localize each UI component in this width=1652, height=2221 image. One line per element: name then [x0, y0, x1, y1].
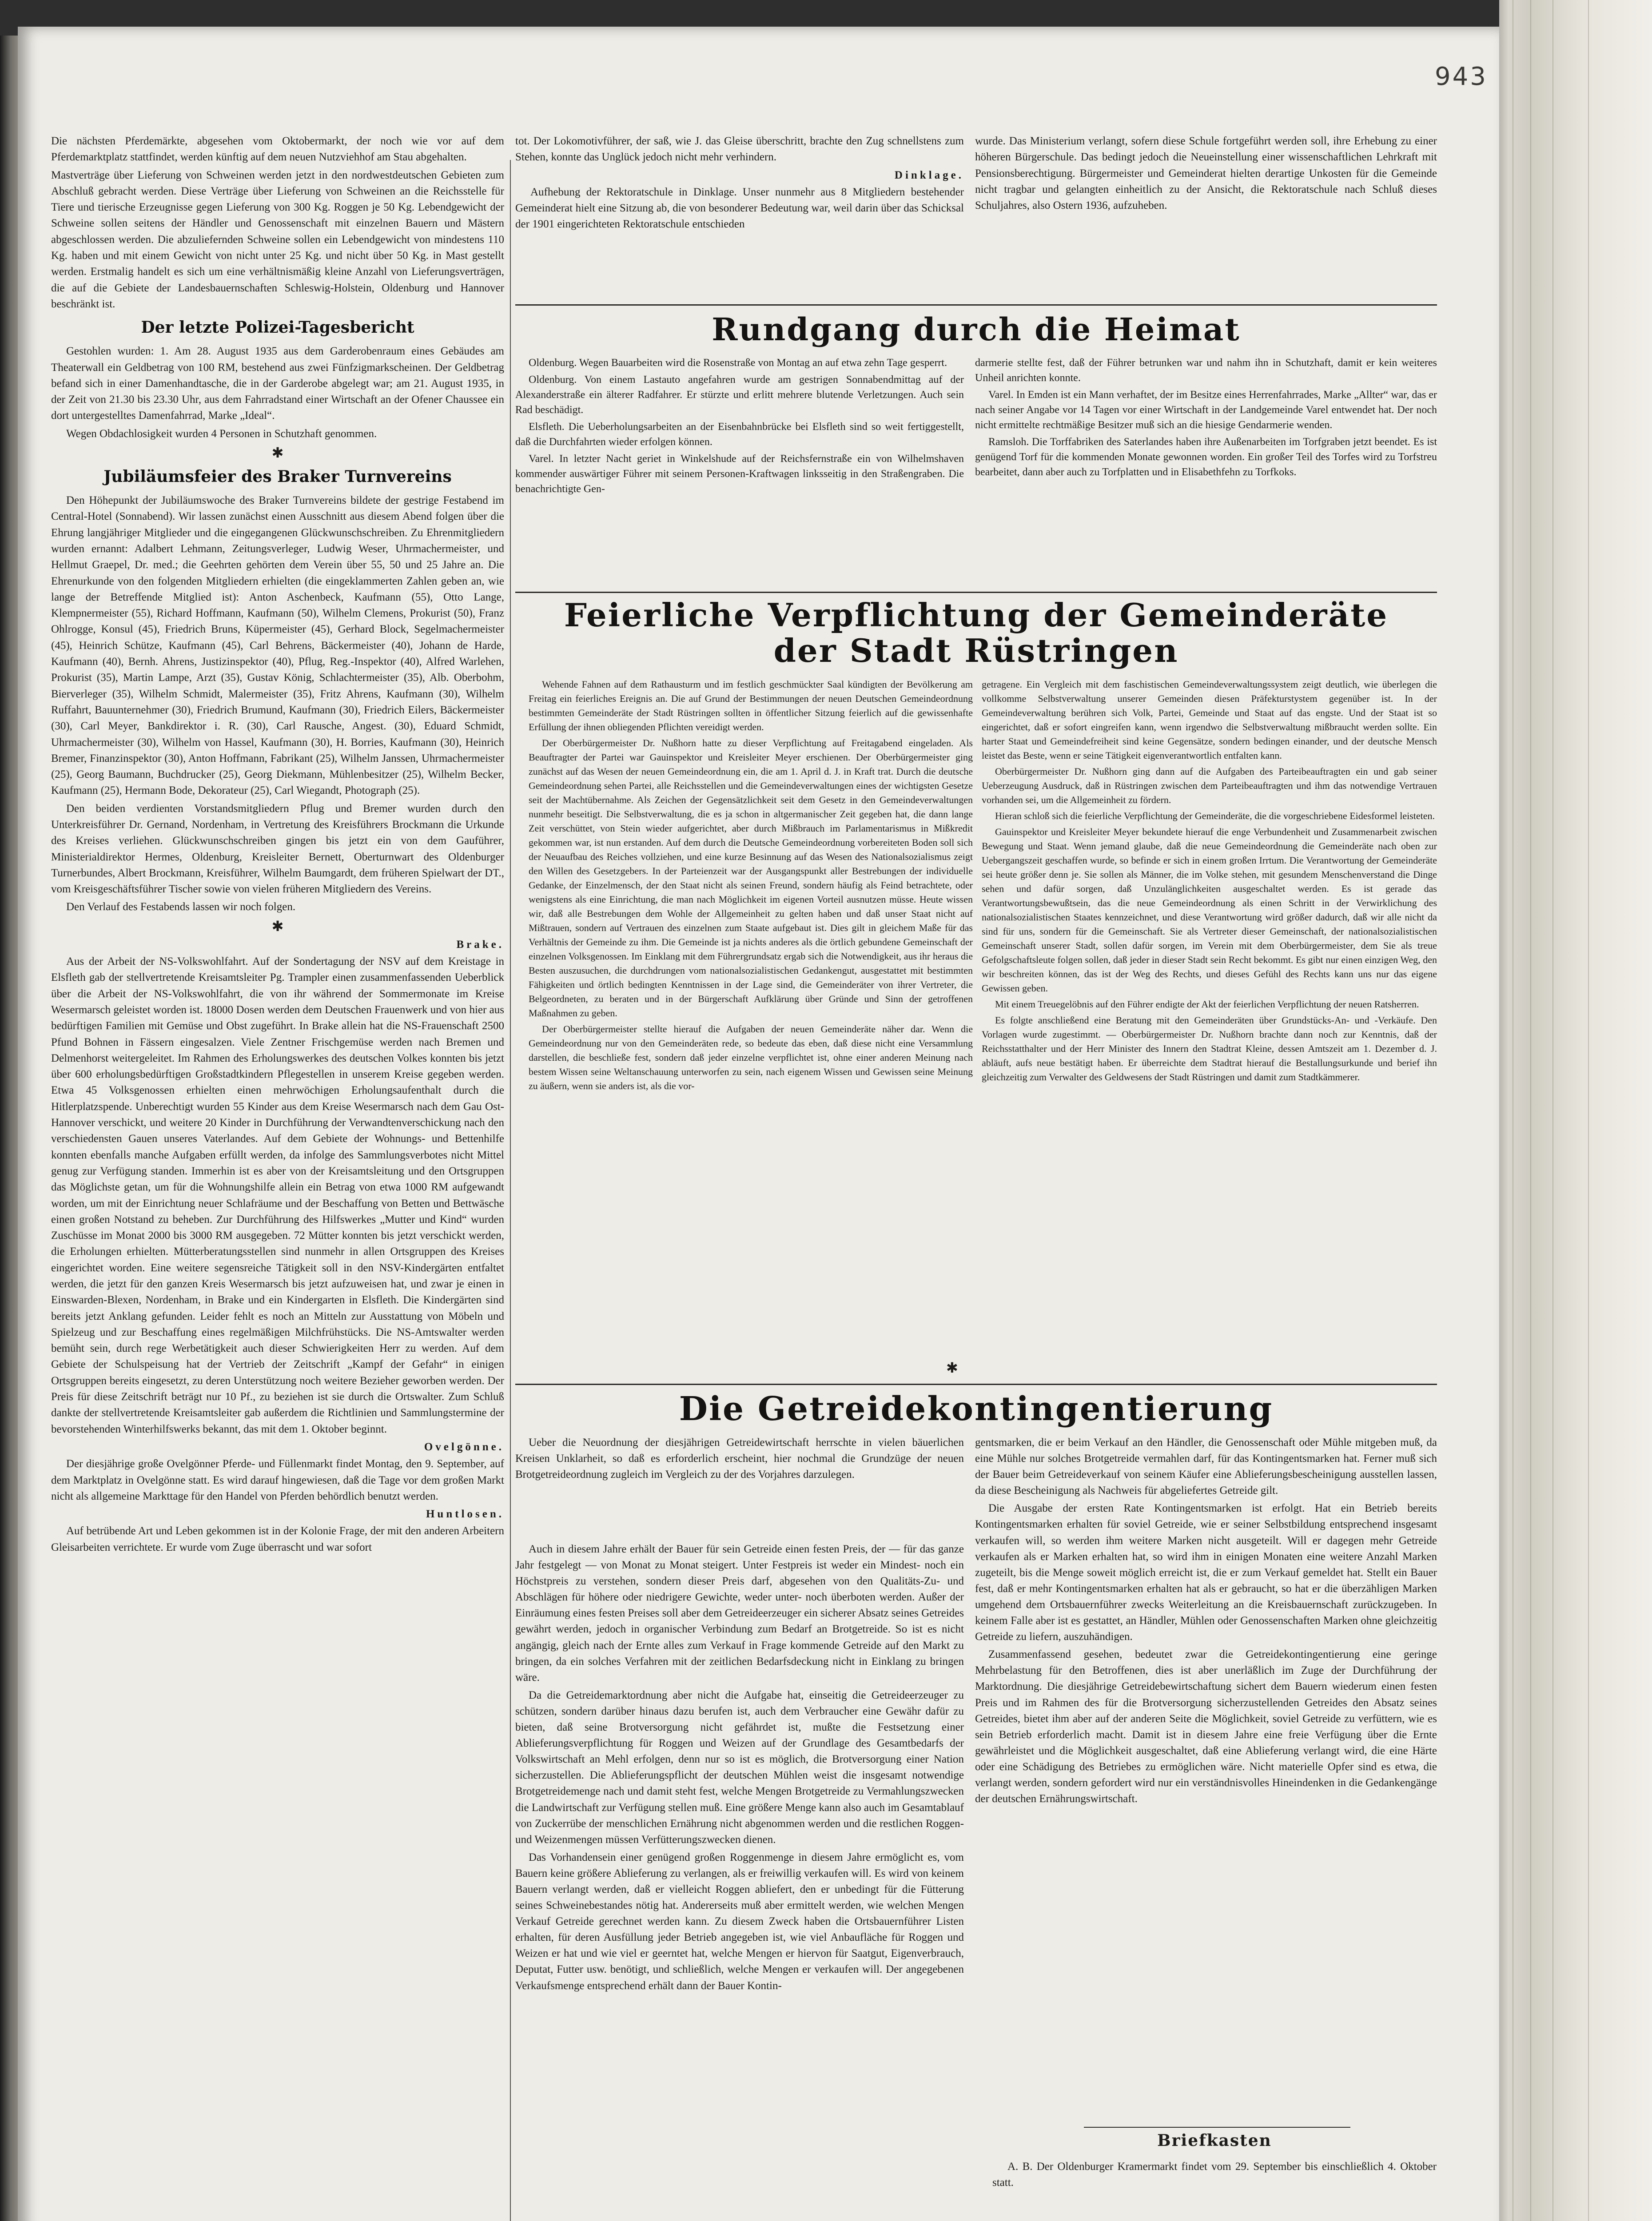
section-rule	[515, 304, 1437, 306]
turnverein-text-0: Den Höhepunkt der Jubiläumswoche des Braker Turnvereins bildete der gestrige Festabend im Central-Hotel (Sonnabend). Wir lassen zunächst einen Ausschnitt aus diesem Abend folgen über die Ehrung langjähriger Mitglieder und die eingegangenen Glückwunschschreiben. Zu Ehrenmitgliedern wurden ernannt: Adalbert Lehmann, Zeitungsverleger, Ludwig Weser, Uhrmachermeister, und Hellmut Graepel, Dr. med.; die Geehrten gehörten dem Verein über 55, 50 und 25 Jahre an. Die Ehrenurkunde von den folgenden Mitgliedern erhielten (die eingeklammerten Zahlen geben an, wie lange der Betreffende Mitglied ist): Anton Aschenbeck, Kaufmann (55), Otto Lange, Klempnermeister (55), Richard Hoffmann, Kaufmann (50), Wilhelm Clemens, Prokurist (50), Franz Ohlrogge, Konsul (45), Friedrich Bruns, Küpermeister (45), Gerhard Block, Segelmachermeister (45), Heinrich Schütze, Kaufmann (45), Carl Behrens, Bäckermeister (40), Johann de Harde, Kaufmann (40), Bernh. Ahrens, Justizinspektor (40), Pflug, Reg.-Inspektor (40), Alfred Warlehen, Prokurist (35), Martin Lampe, Arzt (35), Gustav König, Schlachtermeister (35), Alb. Oberbohm, Bierverleger (35), Wilhelm Schmidt, Malermeister (35), Fritz Ahrens, Kaufmann (30), Wilhelm Ruffahrt, Bauunternehmer (30), Friedrich Brumund, Kaufmann (30), Friedrich Eilers, Bäckermeister (30), Carl Meyer, Bankdirektor i. R. (30), Carl Rausche, Angest. (30), Eduard Schmidt, Uhrmachermeister (30), Wilhelm von Hassel, Kaufmann (30), H. Borries, Kaufmann (30), Heinrich Bremer, Finanzinspektor (30), Anton Hoffmann, Fabrikant (25), Wilhelm Janssen, Uhrmachermeister (25), Georg Baumann, Buchdrucker (25), Georg Diekmann, Mühlenbesitzer (25), Wilhelm Becker, Kaufmann (25), Hermann Bode, Dekorateur (25), Carl Wiegandt, Photograph (25).	[51, 494, 504, 797]
ovelgoenne-text-1: Auf betrübende Art und Leben gekommen ist in der Kolonie Frage, der mit den anderen Arbeitern Gleisarbeiten verrichtete. Er wurde vom Zuge überrascht und war sofort	[51, 1525, 504, 1553]
verpflichtung-left-1: Der Oberbürgermeister Dr. Nußhorn hatte zu dieser Verpflichtung auf Freitagabend eingeladen. Als Beauftragter der Partei war Gauinspektor und Kreisleiter Meyer erschienen. Der Oberbürgermeister ging zunächst auf das Wesen der neuen Gemeindeordnung ein, die am 1. April d. J. in Kraft trat. Durch die deutsche Gemeindeordnung sehen Partei, alle Reichsstellen und die Gemeindeverwaltungen eines der wichtigsten Gesetze seit der Machtübernahme. Als Zeichen der Gegensätzlichkeit seit dem Gesetz in den Gemeindeverwaltungen nunmehr beseitigt. Die Selbstverwaltung, die es ja schon in altgermanischer Zeit gegeben hat, die dann lange Zeit verschüttet, von Stein wieder aufgerichtet, aber durch Mißbrauch im Parlamentarismus in Mißkredit gekommen war, ist nun erstanden. Auf dem durch die Deutsche Gemeindeordnung vorbereiteten Boden soll sich der Neuaufbau des Reiches vollziehen, und eine kurze Besinnung auf das Wesen des Nationalsozialismus zeigt den Willen des Gesetzgebers. In der Parteienzeit war der Ausgangspunkt aller Bestrebungen der individuelle Gedanke, der Einzelmensch, der den Staat nicht als seinen Freund, sondern häufig als Feind betrachtete, oder wenigstens als eine Einrichtung, die man nach Möglichkeit im eigenen Vorteil ausnutzen müsse. Heute wissen wir, daß alle Bestrebungen dem Wohle der Allgemeinheit zu gelten haben und daß unser Staat nicht auf Mißtrauen, sondern auf Vertrauen des einzelnen zum Staate aufgebaut ist. Dies gilt in gleichem Maße für das Verhältnis der Gemeinde zu ihm. Die Gemeinde ist ja nichts anderes als die örtlich gebundene Gemeinschaft der einzelnen Volksgenossen. Im Einklang mit dem Führergrundsatz ergab sich die Notwendigkeit, aus ihr heraus die Besten auszusuchen, die durchdrungen vom nationalsozialistischen Gedankengut, ausgestattet mit bestimmten Fähigkeiten und örtlich bedingten Kenntnissen in der Lage sind, die Gemeinderäter von ihrer Vertreter, die Belgeordneten, zu beraten und in der Bürgerschaft Aufklärung über Gründe und Sinn der getroffenen Maßnahmen zu geben.	[529, 737, 973, 1019]
polizei-heading: Der letzte Polizei-Tagesbericht	[141, 318, 414, 337]
verpflichtung-left	[529, 677, 973, 1388]
getreide-right	[975, 1435, 1437, 2119]
getreide-right-0: gentsmarken, die er beim Verkauf an den Händler, die Genossenschaft oder Mühle mitgeben muß, da eine Mühle nur solches Brotgetreide vermahlen darf, für das Kontingentsmarken hat. Ferner muß sich der Bauer beim Getreideverkauf von seinem Käufer eine Ablieferungsbescheinigung ausstellen lassen, da diese Bescheinigung als Nachweis für abgeliefertes Getreide gilt.	[975, 1437, 1437, 1497]
rundgang-left-1: Oldenburg. Von einem Lastauto angefahren wurde am gestrigen Sonnabendmittag auf der Alexanderstraße ein älterer Radfahrer. Er stürzte und erlitt mehrere blutende Verletzungen. Auch sein Rad beschädigt.	[515, 374, 964, 416]
verpflichtung-right-0: getragene. Ein Vergleich mit dem faschistischen Gemeindeverwaltungssystem zeigt deutlich, wie überlegen die vollkomme Selbstverwaltung unserer Gemeinden diesen Präfekturstystem gegenüber ist. In der Gemeindeverwaltung berühren sich Volk, Partei, Gemeinde und Staat auf das engste. Und der Staat ist so eingerichtet, daß er sofort eingreifen kann, wenn irgendwo die Selbstverwaltung mißbraucht werden sollte. Ein harter Staat und Gemeindefreiheit sind keine Gegensätze, sondern bedingen einander, und der deutsche Mensch leistet das Beste, wenn er seine Tätigkeit eigenverantwortlich entfalten kann.	[982, 679, 1437, 761]
column-2-top	[515, 133, 964, 311]
ovelgoenne-text-0: Der diesjährige große Ovelgönner Pferde- und Füllenmarkt findet Montag, den 9. September, auf dem Marktplatz in Ovelgönne statt. Es wird darauf hingewiesen, daß die Tage vor dem großen Markt nicht als allgemeine Markttage für den Handel von Pferden behördlich benutzt werden.	[51, 1458, 504, 1502]
dinklage-dateline: Dinklage.	[894, 169, 964, 181]
verpflichtung-right-3: Gauinspektor und Kreisleiter Meyer bekundete hierauf die enge Verbundenheit und Zusammenarbeit zwischen Bewegung und Staat. Wenn jemand glaube, daß die neue Gemeindeordnung die Gemeinderäte nach oben zur Uebergangszeit geschaffen wurde, so befinde er sich in einem großen Irrtum. Die Verantwortung der Gemeinderäte sei heute größer denn je. Sie sollen als Männer, die im Volke stehen, mit gesundem Menschenverstand die Dinge sehen und dafür sorgen, daß Unzulänglichkeiten ausgeschaltet werden. Es ist gerade das Verantwortungsbewußtsein, das die neue Gemeindeordnung als einen Schritt in der Verwirklichung des nationalsozialistischen Staates kennzeichnet, und diese Verantwortung wird größer dadurch, daß wir alle nicht da sind für uns, sondern für die Gemeinschaft. Sie als Vertreter dieser Gemeinschaft, der nationalsozialistischen Gemeinschaft unserer Stadt, sollen dafür sorgen, im Verein mit dem Oberbürgermeister, dem Sie als treue Gefolgschaftsleute folgen sollen, daß jeder in dieser Stadt sein Recht bekommt. Es gibt nur einen einzigen Weg, den wir beschreiten können, das ist der Weg des Rechts, und dieses Gefühl des Rechts kann uns nur das eigene Gewissen geben.	[982, 826, 1437, 994]
verpflichtung-heading-line1: Feierliche Verpflichtung der Gemeinderäte	[564, 596, 1389, 634]
col1-intro-0: Die nächsten Pferdemärkte, abgesehen vom Oktobermarkt, der noch wie vor auf dem Pferdemarktplatz stattfindet, werden künftig auf dem neuen Nutzviehhof am Stau abgehalten.	[51, 135, 504, 163]
newspaper-page	[18, 27, 1499, 2221]
col1-intro-1: Mastverträge über Lieferung von Schweinen werden jetzt in den nordwestdeutschen Gebieten zum Abschluß gebracht werden. Diese Verträge über Lieferung von Schweinen an die Reichsstelle für Tiere und tierische Erzeugnisse gegen Lieferung von 300 Kg. Roggen je 50 Kg. Lebendgewicht der Schweine sollen seitens der Händler und Genossenschaft mit einzelnen Bauern und Mästern abgeschlossen werden. Die abzuliefernden Schweine sollen ein Lebendgewicht von mindestens 110 Kg. haben und mit einem Gewicht von nicht unter 25 Kg. und nicht über 50 Kg. in Mast gestellt werden. Erstmalig handelt es sich um eine verhältnismäßig kleine Anzahl von Lieferungsverträgen, die auf die Gebiete der Landesbauernschaften Schleswig-Holstein, Oldenburg und Hannover beschränkt ist.	[51, 169, 504, 310]
col2-top-text: tot. Der Lokomotivführer, der saß, wie J. das Gleise überschritt, brachte den Zug schnellstens zum Stehen, konnte das Unglück jedoch nicht mehr verhindern.	[515, 135, 964, 163]
rundgang-heading: Rundgang durch die Heimat	[712, 311, 1241, 348]
dinklage-text: Aufhebung der Rektoratschule in Dinklage. Unser nunmehr aus 8 Mitgliedern bestehender Gemeinderat hielt eine Sitzung ab, die von besonderer Bedeutung war, weil darin über das Schicksal der 1901 eingerichteten Rektoratschule entschieden	[515, 186, 964, 231]
section-rule	[515, 592, 1437, 593]
rundgang-right-1: Varel. In Emden ist ein Mann verhaftet, der im Besitze eines Herrenfahrrades, Marke „Allter“ war, das er nach seiner Angabe vor 14 Tagen vor einer Wirtschaft in der Landgemeinde Varel entwendet hat. Der noch nicht ermittelte rechtmäßige Besitzer muß sich an die hiesige Gendarmerie wenden.	[975, 389, 1437, 431]
turnverein-text-1: Den beiden verdienten Vorstandsmitgliedern Pflug und Bremer wurden durch den Unterkreisführer Dr. Gernand, Nordenham, in Vertretung des Kreisführers Brockmann die Urkunde des Kreises verliehen. Glückwunschschreiben gingen bis jetzt ein von dem Gauführer, Ministerialdirektor Hermes, Oldenburg, Kreisleiter Bernett, Oberturnwart des Oldenburger Turnerbundes, Albert Brockmann, Kreisführer, Wilhelm Baumgardt, dem früheren Spielwart der DT., vom Kreisgeschäftsführer Tischer sowie von vielen früheren Mitgliedern des Vereins.	[51, 802, 504, 896]
getreide-left-1: Da die Getreidemarktordnung aber nicht die Aufgabe hat, einseitig die Getreideerzeuger zu schützen, sondern darüber hinaus dazu berufen ist, auch dem Verbraucher eine Gewähr dafür zu bieten, daß seine Brotversorgung nicht gefährdet ist, mußte die Festsetzung einer Ablieferungsverpflichtung für Roggen und Weizen auf der Grundlage des Gesamtbedarfs der Volkswirtschaft an Mehl erfolgen, denn nur so ist es möglich, die Brotversorgung einer Nation sicherzustellen. Die Ablieferungspflicht der deutschen Mühlen weist die insgesamt notwendige Brotgetreidemenge nach und damit steht fest, welche Mengen Brotgetreide zu Vermahlungszwecken die Landwirtschaft zur Verfügung stellen muß. Eine größere Menge kann also auch im Gesamtablauf von Zuckerrübe der menschlichen Ernährung nicht abgenommen werden und die restlichen Roggen- und Weizenmengen müssen Verfütterungszwecken dienen.	[515, 1689, 964, 1846]
book-page-stack	[1499, 0, 1652, 2221]
nsv-text-0: Aus der Arbeit der NS-Volkswohlfahrt. Auf der Sondertagung der NSV auf dem Kreistage in Elsfleth gab der stellvertretende Kreisamtsleiter Pg. Trampler einen zusammenfassenden Ueberblick über die Arbeit der NS-Volkswohlfahrt, die von ihr während der Sommermonate im Kreise Wesermarsch geleistet worden ist. 18000 Dosen werden dem Deutschen Frauenwerk und von hier aus bedürftigen Familien mit Gemüse und Obst zugeführt. In Brake allein hat die NS-Frauenschaft 2500 Pfund Bohnen in Fässern eingesalzen. Viele Zentner Frischgemüse werden nach Bremen und Delmenhorst weitergeleitet. Im Rahmen des Erholungswerkes des deutschen Volkes konnten bis jetzt über 600 erholungsbedürftigen Großstadtkindern Pflegestellen in unserem Kreise gegeben werden. Etwa 45 Volksgenossen erhielten einen mehrwöchigen Erholungsaufenthalt durch die Hitlerplatzspende. Unberechtigt wurden 55 Kinder aus dem Kreise Wesermarsch nach dem Gau Ost-Hannover verschickt, und weitere 20 Kinder in Durchführung der Verwandtenverschickung nach den verschiedensten Gauen unseres Vaterlandes. Auf dem Gebiete der Wohnungs- und Bettenhilfe konnten ebenfalls manche Aufgaben erfüllt werden, da infolge des Sammlungsverbotes nicht Mittel genug zur Verfügung standen. Immerhin ist es aber von der Kreisamtsleitung und den Ortsgruppen das Möglichste getan, um für die Wohnungshilfe allein ein Betrag von etwa 1000 RM aufgewandt worden, um mit der Einrichtung neuer Schlafräume und der Beschaffung von Betten und Bettwäsche einen großen Notstand zu beheben. Zur Durchführung des Hilfswerkes „Mutter und Kind“ wurden Zuschüsse im Monat 2000 bis 3000 RM ausgegeben. 72 Mütter konnten bis jetzt verschickt werden, die Erholungen erhielten. Mütterberatungsstellen sind nunmehr in allen Ortsgruppen des Kreises eingerichtet worden. Eine weitere segensreiche Tätigkeit soll in den NSV-Kindergärten entfaltet werden, die jetzt für den ganzen Kreis Wesermarsch bis jetzt aufzuweisen hat, und zwar je einen in Einswarden-Blexen, Nordenham, in Brake und ein Kindergarten in Elsfleth. Die Kindergärten sind bereits jetzt Anklang gefunden. Leider fehlt es noch an Mitteln zur Ausstattung von Möbeln und Spielzeug und zur Beschaffung eines regelmäßigen Milchfrühstücks. Die NS-Amtswalter werden bemüht sein, durch rege Werbetätigkeit auch dieser Schwierigkeiten Herr zu werden. Auf dem Gebiete der Schulspeisung hat der Vertrieb der Zeitschrift „Kampf der Gefahr“ in einigen Ortsgruppen bereits eingesetzt, zu deren Unterstützung noch weitere Bezieher geworben werden. Der Preis für diese Zeitschrift beträgt nur 10 Pf., zu beziehen ist sie durch die Ortswalter. Zum Schluß dankte der stellvertretende Kreisamtsleiter gab außerdem die Richtlinien und Sammlungstermine der bevorstehenden Winterhilfswerks bekannt, das mit dem 1. Oktober beginnt.	[51, 955, 504, 1435]
verpflichtung-left-2: Der Oberbürgermeister stellte hierauf die Aufgaben der neuen Gemeinderäte näher dar. Wenn die Gemeindeordnung nur von den Gemeinderäten rede, so bedeute das eben, daß diese nicht eine Versammlung darstellen, die beschließe fest, sondern daß jeder einzelne verpflichtet ist, ohne einer anderen Meinung nach bestem Wissen seine Weltanschauung unterworfen zu sein, nach eigenem Wissen und Gewissen seine Meinung zu äußern, wenn sie anders ist, als die vor-	[529, 1023, 973, 1091]
rundgang-left	[515, 355, 964, 595]
page-number: 943	[1435, 62, 1488, 91]
verpflichtung-right-5: Es folgte anschließend eine Beratung mit den Gemeinderäten über Grundstücks-An- und -Verkäufe. Den Vorlagen wurde zugestimmt. — Oberbürgermeister Dr. Nußhorn brachte dann noch zur Kenntnis, daß der Reichsstatthalter und der Herr Minister des Innern den Stadtrat Kleine, dessen Amtszeit am 1. Dezember d. J. abläuft, aufs neue bestätigt haben. Er überreichte dem Stadtrat hierauf die Bestallungsurkunde und berief ihn gleichzeitig zum Verwalter des Geldwesens der Stadt Rüstringen und damit zum Stadtkämmerer.	[982, 1015, 1437, 1083]
column-1	[51, 133, 504, 2221]
huntlosen-dateline: Huntlosen.	[426, 1508, 504, 1520]
rundgang-right	[975, 355, 1437, 595]
verpflichtung-right-4: Mit einem Treuegelöbnis auf den Führer endigte der Akt der feierlichen Verpflichtung der neuen Ratsherren.	[995, 999, 1419, 1010]
column-3-top	[975, 133, 1437, 311]
polizei-text-1: Wegen Obdachlosigkeit wurden 4 Personen in Schutzhaft genommen.	[66, 427, 377, 440]
briefkasten-text: A. B. Der Oldenburger Kramermarkt findet vom 29. September bis einschließlich 4. Oktober statt.	[992, 2161, 1437, 2189]
rundgang-right-2: Ramsloh. Die Torffabriken des Saterlandes haben ihre Außenarbeiten im Torfgraben jetzt beendet. Es ist genügend Torf für die kommenden Monate gewonnen worden. Ein großer Teil des Torfes wird zu Torfstreu bearbeitet, dann aber auch zu Torfplatten und in Elisabethfehn zu Torfkoks.	[975, 436, 1437, 478]
getreide-left-0: Auch in diesem Jahre erhält der Bauer für sein Getreide einen festen Preis, der — für das ganze Jahr festgelegt — von Monat zu Monat steigert. Unter Festpreis ist weder ein Mindest- noch ein Höchstpreis zu verstehen, sondern dieser Preis darf, abgesehen von den Qualitäts-Zu- und Abschlägen für höhere oder niedrigere Gewichte, weder unter- noch überboten werden. Außer der Einräumung eines festen Preises soll aber dem Getreideerzeuger ein sicherer Absatz seines Getreides gewährt werden, jedoch in organischer Verbindung zum Bedarf an Brotgetreide. So ist es nicht angängig, gleich nach der Ernte alles zum Verkauf in Frage kommende Getreide auf den Markt zu bringen, da ein solches Verfahren mit der zeitlichen Bedarfsdeckung nicht in Einklang zu bringen wäre.	[515, 1543, 964, 1684]
rundgang-left-0: Oldenburg. Wegen Bauarbeiten wird die Rosenstraße von Montag an auf etwa zehn Tage gesperrt.	[529, 357, 947, 369]
getreide-heading: Die Getreidekontingentierung	[679, 1390, 1274, 1428]
turnverein-text-2: Den Verlauf des Festabends lassen wir noch folgen.	[66, 901, 296, 913]
separator-star-icon: ✱	[271, 918, 284, 934]
separator-star-icon: ✱	[271, 445, 284, 461]
verpflichtung-left-0: Wehende Fahnen auf dem Rathausturm und im festlich geschmückter Saal kündigten der Bevölkerung am Freitag ein feierliches Ereignis an. Die auf Grund der Bestimmungen der neuen Deutschen Gemeindeordnung bestimmten Gemeinderäte der Stadt Rüstringen sollten in öffentlicher Sitzung feierlich auf die gewissenhafte Erfüllung der ihnen obliegenden Pflichten vereidigt werden.	[529, 679, 973, 732]
getreide-right-2: Zusammenfassend gesehen, bedeutet zwar die Getreidekontingentierung eine geringe Mehrbelastung für den Betroffenen, dies ist aber unerläßlich im Zuge der Durchführung der Marktordnung. Die diesjährige Getreidebewirtschaftung sichert dem Bauern wiederum einen festen Preis und im Rahmen des für die Brotversorgung sicherzustellenden Getreides den Absatz seines Getreides, bietet ihm aber auf der anderen Seite die Möglichkeit, soviel Getreide zu verfüttern, wie es sein Betrieb erforderlich macht. Damit ist in diesem Jahre eine freie Verfügung über die Ernte gewährleistet und die Möglichkeit ausgeschaltet, daß eine Ablieferung verlangt wird, die eine Härte oder eine Schädigung des Betriebes zu ermöglichen wäre. Nicht materielle Opfer sind es etwa, die verlangt werden, sondern gefordert wird nur ein verständnisvolles Hineindenken in die Gedankengänge der deutschen Ernährungswirtschaft.	[975, 1648, 1437, 1805]
verpflichtung-right	[982, 677, 1437, 1388]
briefkasten-heading: Briefkasten	[1157, 2131, 1272, 2150]
verpflichtung-heading-line2: der Stadt Rüstringen	[773, 632, 1179, 669]
column-rule	[510, 160, 511, 2221]
section-rule	[1084, 2127, 1350, 2128]
getreide-left-2: Das Vorhandensein einer genügend großen Roggenmenge in diesem Jahre ermöglicht es, vom Bauern keine größere Ablieferung zu verlangen, als er freiwillig verkaufen will. Es wird von keinem Bauern verlangt werden, daß er vielleicht Roggen abliefert, den er unbedingt für die Fütterung seines Schweinebestandes nötig hat. Andererseits muß aber ermittelt werden, wie welchen Mengen Verkauf Getreide gerechnet werden kann. Zu diesem Zweck haben die Ortsbauernführer Listen erhalten, für deren Ausfüllung jeder Betrieb angegeben ist, wie viel Anbaufläche für Roggen und Weizen er hat und wie viel er geerntet hat, welche Mengen er hiervon für Saatgut, Eigenverbrauch, Deputat, Futter usw. benötigt, und schließlich, welche Mengen er verkaufen will. Der angegebenen Verkaufsmenge entsprechend erhält dann der Bauer Kontin-	[515, 1851, 964, 1992]
verpflichtung-right-1: Oberbürgermeister Dr. Nußhorn ging dann auf die Aufgaben des Parteibeauftragten ein und gab seiner Ueberzeugung Ausdruck, daß in Rüstringen zwischen dem Parteibeauftragten und ihm das notwendige Vertrauen vorhanden sei, um die Allgemeinheit zu fördern.	[982, 766, 1437, 805]
rundgang-right-0: darmerie stellte fest, daß der Führer betrunken war und nahm ihn in Schutzhaft, damit er kein weiteres Unheil anrichten konnte.	[975, 357, 1437, 384]
polizei-text-0: Gestohlen wurden: 1. Am 28. August 1935 aus dem Garderobenraum eines Gebäudes am Theaterwall ein Geldbetrag von 100 RM, bestehend aus zwei Fünfzigmarkscheinen. Der Geldbetrag befand sich in einer Damenhandtasche, die in der Garderobe abgelegt war; am 21. August 1935, in der Zeit von 21.30 bis 23.30 Uhr, aus dem Fahrradstand einer Wirtschaft an der Ofener Chaussee ein dort untergestelltes Damenfahrrad, Marke „Ideal“.	[51, 345, 504, 422]
col3-top-text: wurde. Das Ministerium verlangt, sofern diese Schule fortgeführt werden soll, ihre Erhebung zu einer höheren Bürgerschule. Das bedingt jedoch die Neueinstellung einer wissenschaftlichen Lehrkraft mit Pensionsberechtigung. Bürgermeister und Gemeinderat hielten derartige Unkosten für die Gemeinde nicht tragbar und gelangten einheitlich zu der Ansicht, die Rektoratschule nach Schluß dieses Schuljahres, also Ostern 1936, aufzuheben.	[975, 135, 1437, 212]
separator-star-icon: ✱	[946, 1359, 958, 1376]
getreide-right-1: Die Ausgabe der ersten Rate Kontingentsmarken ist erfolgt. Hat ein Betrieb bereits Kontingentsmarken erhalten für soviel Getreide, wie er seiner Selbstbildung entsprechend insgesamt verkaufen will, so werden ihm weitere Marken nicht ausgeteilt. Will er dagegen mehr Getreide verkaufen als er Marken erhalten hat, so wird ihm in einigen Monaten eine weitere Anzahl Marken zugeteilt, bis die Menge soweit möglich erreicht ist, die er zum Verkauf gemeldet hat. Stellt ein Bauer fest, daß er mehr Kontingentsmarken erhalten hat als er gebraucht, so hat er die überzähligen Marken umgehend dem Ortsbauernführer zwecks Weiterleitung an die Kreisbauernschaft zurückzugeben. In keinem Falle aber ist es gestattet, an Händler, Mühlen oder Genossenschaften Marken ohne gleichzeitig Getreide zu liefern, auszuhändigen.	[975, 1502, 1437, 1643]
section-rule	[515, 1384, 1437, 1385]
previous-page-edge	[0, 36, 18, 2221]
rundgang-left-3: Varel. In letzter Nacht geriet in Winkelshude auf der Reichsfernstraße ein von Wilhelmshaven kommender auswärtiger Führer mit seinem Personen-Kraftwagen linksseitig in den Straßengraben. Die benachrichtigte Gen-	[515, 453, 964, 495]
rundgang-left-2: Elsfleth. Die Ueberholungsarbeiten an der Eisenbahnbrücke bei Elsfleth sind so weit fertiggestellt, daß die Durchfahrten wieder erfolgen können.	[515, 421, 964, 448]
turnverein-heading: Jubiläumsfeier des Braker Turnvereins	[103, 467, 452, 486]
getreide-left	[515, 1541, 964, 2221]
brake-dateline: Brake.	[456, 938, 504, 951]
verpflichtung-right-2: Hieran schloß sich die feierliche Verpflichtung der Gemeinderäte, die die vorgeschriebene Eidesformel leisteten.	[995, 810, 1435, 821]
getreide-intro	[515, 1435, 964, 1537]
ovelgoenne-dateline: Ovelgönne.	[424, 1441, 504, 1453]
getreide-intro-0: Ueber die Neuordnung der diesjährigen Getreidewirtschaft herrschte in vielen bäuerlichen Kreisen Unklarheit, so daß es erforderlich erscheint, hier nochmal die Grundzüge der neuen Brotgetreideordnung zugleich im Vergleich zu der des Vorjahres darzulegen.	[515, 1437, 964, 1481]
